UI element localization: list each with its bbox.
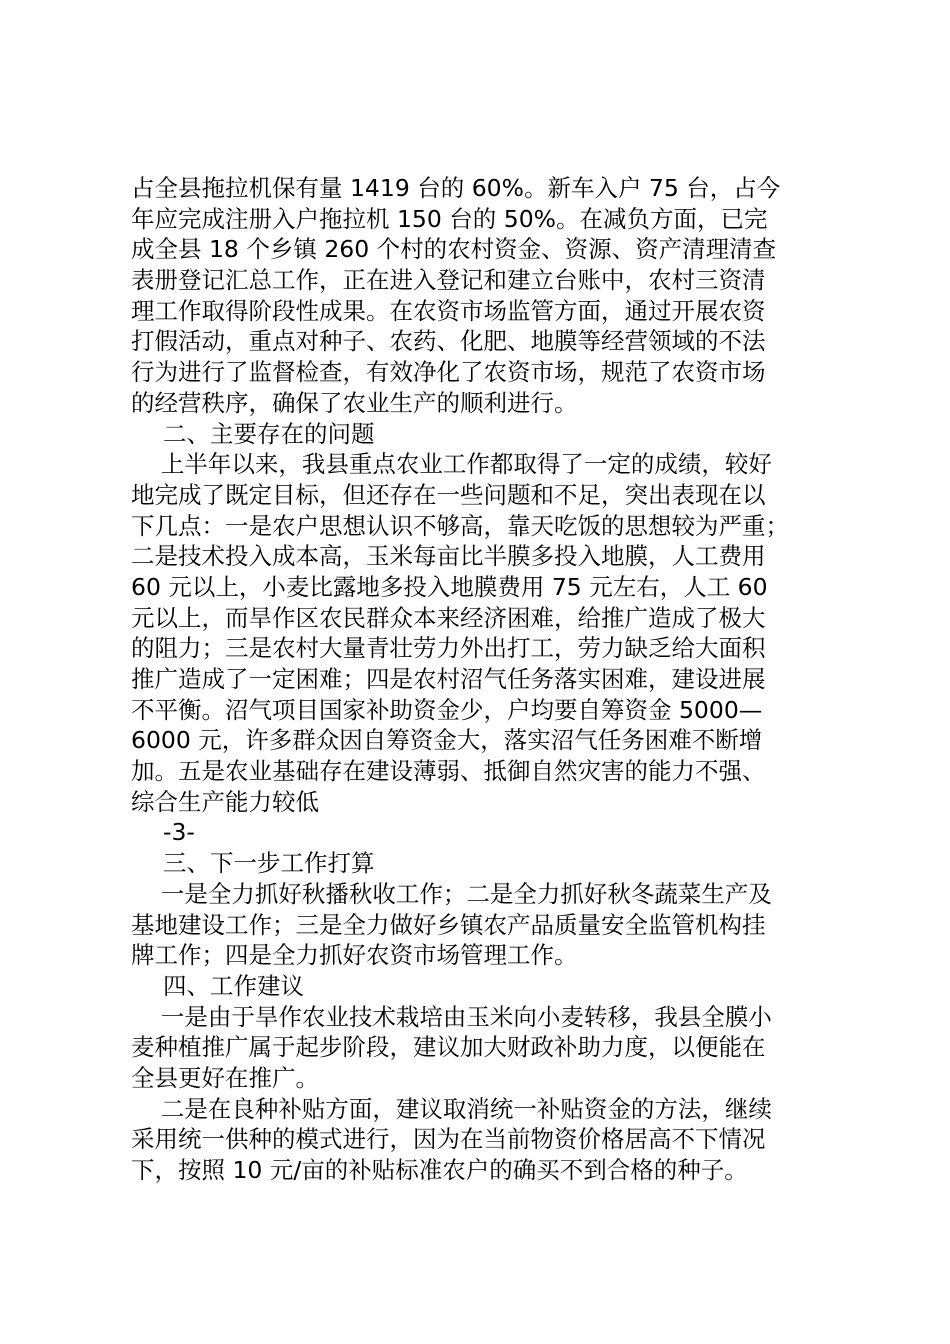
text-line: 加。五是农业基础存在建设薄弱、抵御自然灾害的能力不强、 bbox=[131, 757, 766, 786]
text-line: 三、下一步工作打算 bbox=[163, 849, 375, 878]
text-line: 牌工作；四是全力抓好农资市场管理工作。 bbox=[131, 941, 578, 970]
text-line: 地完成了既定目标，但还存在一些问题和不足，突出表现在以 bbox=[131, 480, 766, 509]
page-number bbox=[131, 817, 831, 848]
document-body bbox=[131, 173, 831, 1186]
paragraph-next-steps bbox=[131, 879, 831, 971]
text-line: 成全县 18 个乡镇 260 个村的农村资金、资源、资产清理清查 bbox=[131, 235, 777, 264]
heading-suggestions bbox=[131, 971, 831, 1002]
text-line: -3- bbox=[163, 818, 195, 847]
text-line: 二是在良种补贴方面，建议取消统一补贴资金的方法，继续 bbox=[131, 1094, 772, 1123]
text-line: 表册登记汇总工作，正在进入登记和建立台账中，农村三资清 bbox=[131, 266, 766, 295]
text-line: 综合生产能力较低 bbox=[131, 787, 319, 816]
text-line: 占全县拖拉机保有量 1419 台的 60%。新车入户 75 台，占今 bbox=[131, 174, 781, 202]
text-line: 元以上，而旱作区农民群众本来经济困难，给推广造成了极大 bbox=[131, 603, 766, 632]
heading-main-problems bbox=[131, 419, 831, 450]
text-line: 打假活动，重点对种子、农药、化肥、地膜等经营领域的不法 bbox=[131, 327, 766, 356]
text-line: 麦种植推广属于起步阶段，建议加大财政补助力度，以便能在 bbox=[131, 1033, 766, 1062]
paragraph-suggestion-2 bbox=[131, 1094, 831, 1186]
text-line: 6000 元，许多群众因自筹资金大，落实沼气任务困难不断增 bbox=[131, 726, 763, 755]
text-line: 二、主要存在的问题 bbox=[163, 419, 375, 448]
heading-next-steps bbox=[131, 848, 831, 879]
text-line: 下几点：一是农户思想认识不够高，靠天吃饭的思想较为严重； bbox=[131, 511, 789, 540]
text-line: 的阻力；三是农村大量青壮劳力外出打工，劳力缺乏给大面积 bbox=[131, 634, 766, 663]
paragraph-suggestion-1 bbox=[131, 1002, 831, 1094]
text-line: 一是由于旱作农业技术栽培由玉米向小麦转移，我县全膜小 bbox=[131, 1002, 772, 1031]
paragraph-problems bbox=[131, 449, 831, 817]
text-line: 理工作取得阶段性成果。在农资市场监管方面，通过开展农资 bbox=[131, 296, 766, 325]
text-line: 行为进行了监督检查，有效净化了农资市场，规范了农资市场 bbox=[131, 358, 766, 387]
text-line: 60 元以上，小麦比露地多投入地膜费用 75 元左右，人工 60 bbox=[131, 572, 768, 601]
text-line: 下，按照 10 元/亩的补贴标准农户的确买不到合格的种子。 bbox=[131, 1156, 748, 1184]
text-line: 四、工作建议 bbox=[163, 971, 304, 1000]
text-line: 上半年以来，我县重点农业工作都取得了一定的成绩，较好 bbox=[131, 450, 772, 479]
text-line: 年应完成注册入户拖拉机 150 台的 50%。在减负方面，已完 bbox=[131, 204, 768, 233]
paragraph-achievements-continued bbox=[131, 173, 831, 419]
text-line: 采用统一供种的模式进行，因为在当前物资价格居高不下情况 bbox=[131, 1125, 766, 1154]
text-line: 一是全力抓好秋播秋收工作；二是全力抓好秋冬蔬菜生产及 bbox=[131, 879, 772, 908]
text-line: 不平衡。沼气项目国家补助资金少，户均要自筹资金 5000— bbox=[131, 695, 763, 724]
text-line: 全县更好在推广。 bbox=[131, 1063, 319, 1092]
text-line: 二是技术投入成本高，玉米每亩比半膜多投入地膜，人工费用 bbox=[131, 542, 766, 571]
text-line: 基地建设工作；三是全力做好乡镇农产品质量安全监管机构挂 bbox=[131, 910, 766, 939]
text-line: 的经营秩序，确保了农业生产的顺利进行。 bbox=[131, 388, 578, 417]
text-line: 推广造成了一定困难；四是农村沼气任务落实困难，建设进展 bbox=[131, 665, 766, 693]
